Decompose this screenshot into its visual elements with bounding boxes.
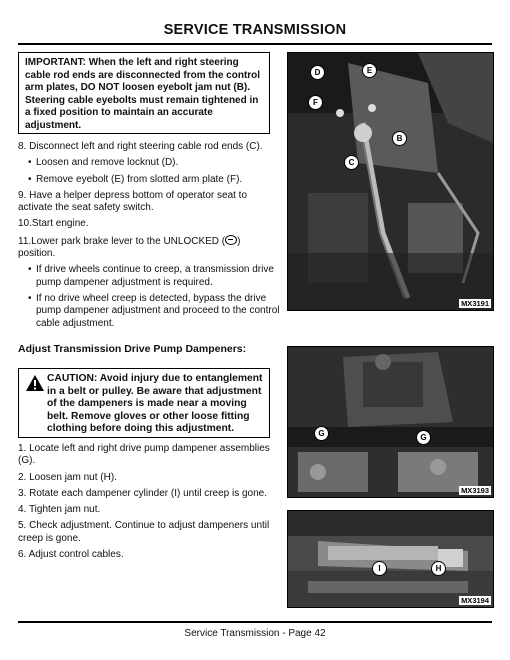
step-8-bullet-1-text: Loosen and remove locknut (D). xyxy=(36,157,179,169)
step-10: 10.Start engine. xyxy=(18,218,89,230)
step-11-bullet-2-text: If no drive wheel creep is detected, bypass the drive pump dampener adjustment and proceed to the control cable adjustment. xyxy=(36,292,280,329)
dampener-step-5: 5. Check adjustment. Continue to adjust dampeners until creep is gone. xyxy=(18,520,270,544)
step-8-bullet-2: • Remove eyebolt (E) from slotted arm plate (F). xyxy=(28,173,243,185)
page-footer: Service Transmission - Page 42 xyxy=(184,628,326,639)
step-11 xyxy=(18,235,280,261)
caution-text: CAUTION: Avoid injury due to entanglement in a belt or pulley. Be aware that adjustment of the dampeners is made near a moving belt. Remove gloves or other loose fitting clothing before doing this adjustment. xyxy=(47,373,263,435)
steps-bottom xyxy=(18,443,280,565)
step-11-bullet-1-text: If drive wheels continue to creep, a transmission drive pump dampener adjustment is required. xyxy=(36,264,274,288)
callout-c: C xyxy=(344,155,359,170)
steps-top xyxy=(18,141,280,334)
step-8-bullet-2-text: Remove eyebolt (E) from slotted arm plate (F). xyxy=(36,173,243,185)
photo-steering-linkage xyxy=(287,52,494,311)
dampener-step-4: 4. Tighten jam nut. xyxy=(18,504,101,516)
step-8-bullet-1: • Loosen and remove locknut (D). xyxy=(28,157,179,169)
section-heading: Adjust Transmission Drive Pump Dampeners: xyxy=(18,343,247,355)
photo-jam-nut-cylinder xyxy=(287,510,494,608)
step-11-bullet-1: • If drive wheels continue to creep, a transmission drive pump dampener adjustment is required. xyxy=(28,264,274,288)
step-11-text: 11.Lower park brake lever to the UNLOCKED ( xyxy=(18,235,226,247)
page-title: SERVICE TRANSMISSION xyxy=(163,22,347,38)
step-9: 9. Have a helper depress bottom of operator seat to activate the seat safety switch. xyxy=(18,189,248,214)
important-notice: IMPORTANT: When the left and right steering cable rod ends are disconnected from the control arm plates, DO NOT loosen eyebolt jam nut (B). Steering cable eyebolts must remain tightened in a fixed position to maintain an accurate adjustment. xyxy=(18,52,270,134)
callout-g-left: G xyxy=(314,426,329,441)
callout-i: I xyxy=(372,561,387,576)
header-rule xyxy=(18,43,492,45)
caution-notice xyxy=(18,368,270,438)
warning-icon xyxy=(25,374,47,436)
step-8: 8. Disconnect left and right steering cable rod ends (C). xyxy=(18,141,263,152)
callout-g-right: G xyxy=(416,430,431,445)
dampener-step-3: 3. Rotate each dampener cylinder (I) until creep is gone. xyxy=(18,487,268,499)
step-11-text-end: ) position. xyxy=(18,235,241,260)
photo-dampener-assemblies xyxy=(287,346,494,498)
callout-h: H xyxy=(431,561,446,576)
callout-e: E xyxy=(362,63,377,78)
unlock-icon xyxy=(225,235,237,245)
footer-rule xyxy=(18,621,492,623)
callout-f: F xyxy=(308,95,323,110)
photo-label: MX3191 xyxy=(461,299,489,308)
photo-label: MX3194 xyxy=(461,596,489,605)
photo-label: MX3193 xyxy=(461,486,489,495)
callout-b: B xyxy=(392,131,407,146)
dampener-step-2: 2. Loosen jam nut (H). xyxy=(18,471,117,483)
dampener-step-6: 6. Adjust control cables. xyxy=(18,549,124,561)
callout-d: D xyxy=(310,65,325,80)
dampener-step-1: 1. Locate left and right drive pump dampener assemblies (G). xyxy=(18,443,270,467)
step-11-bullet-2: • If no drive wheel creep is detected, bypass the drive pump dampener adjustment and proceed to the control cable adjustment. xyxy=(28,292,280,329)
